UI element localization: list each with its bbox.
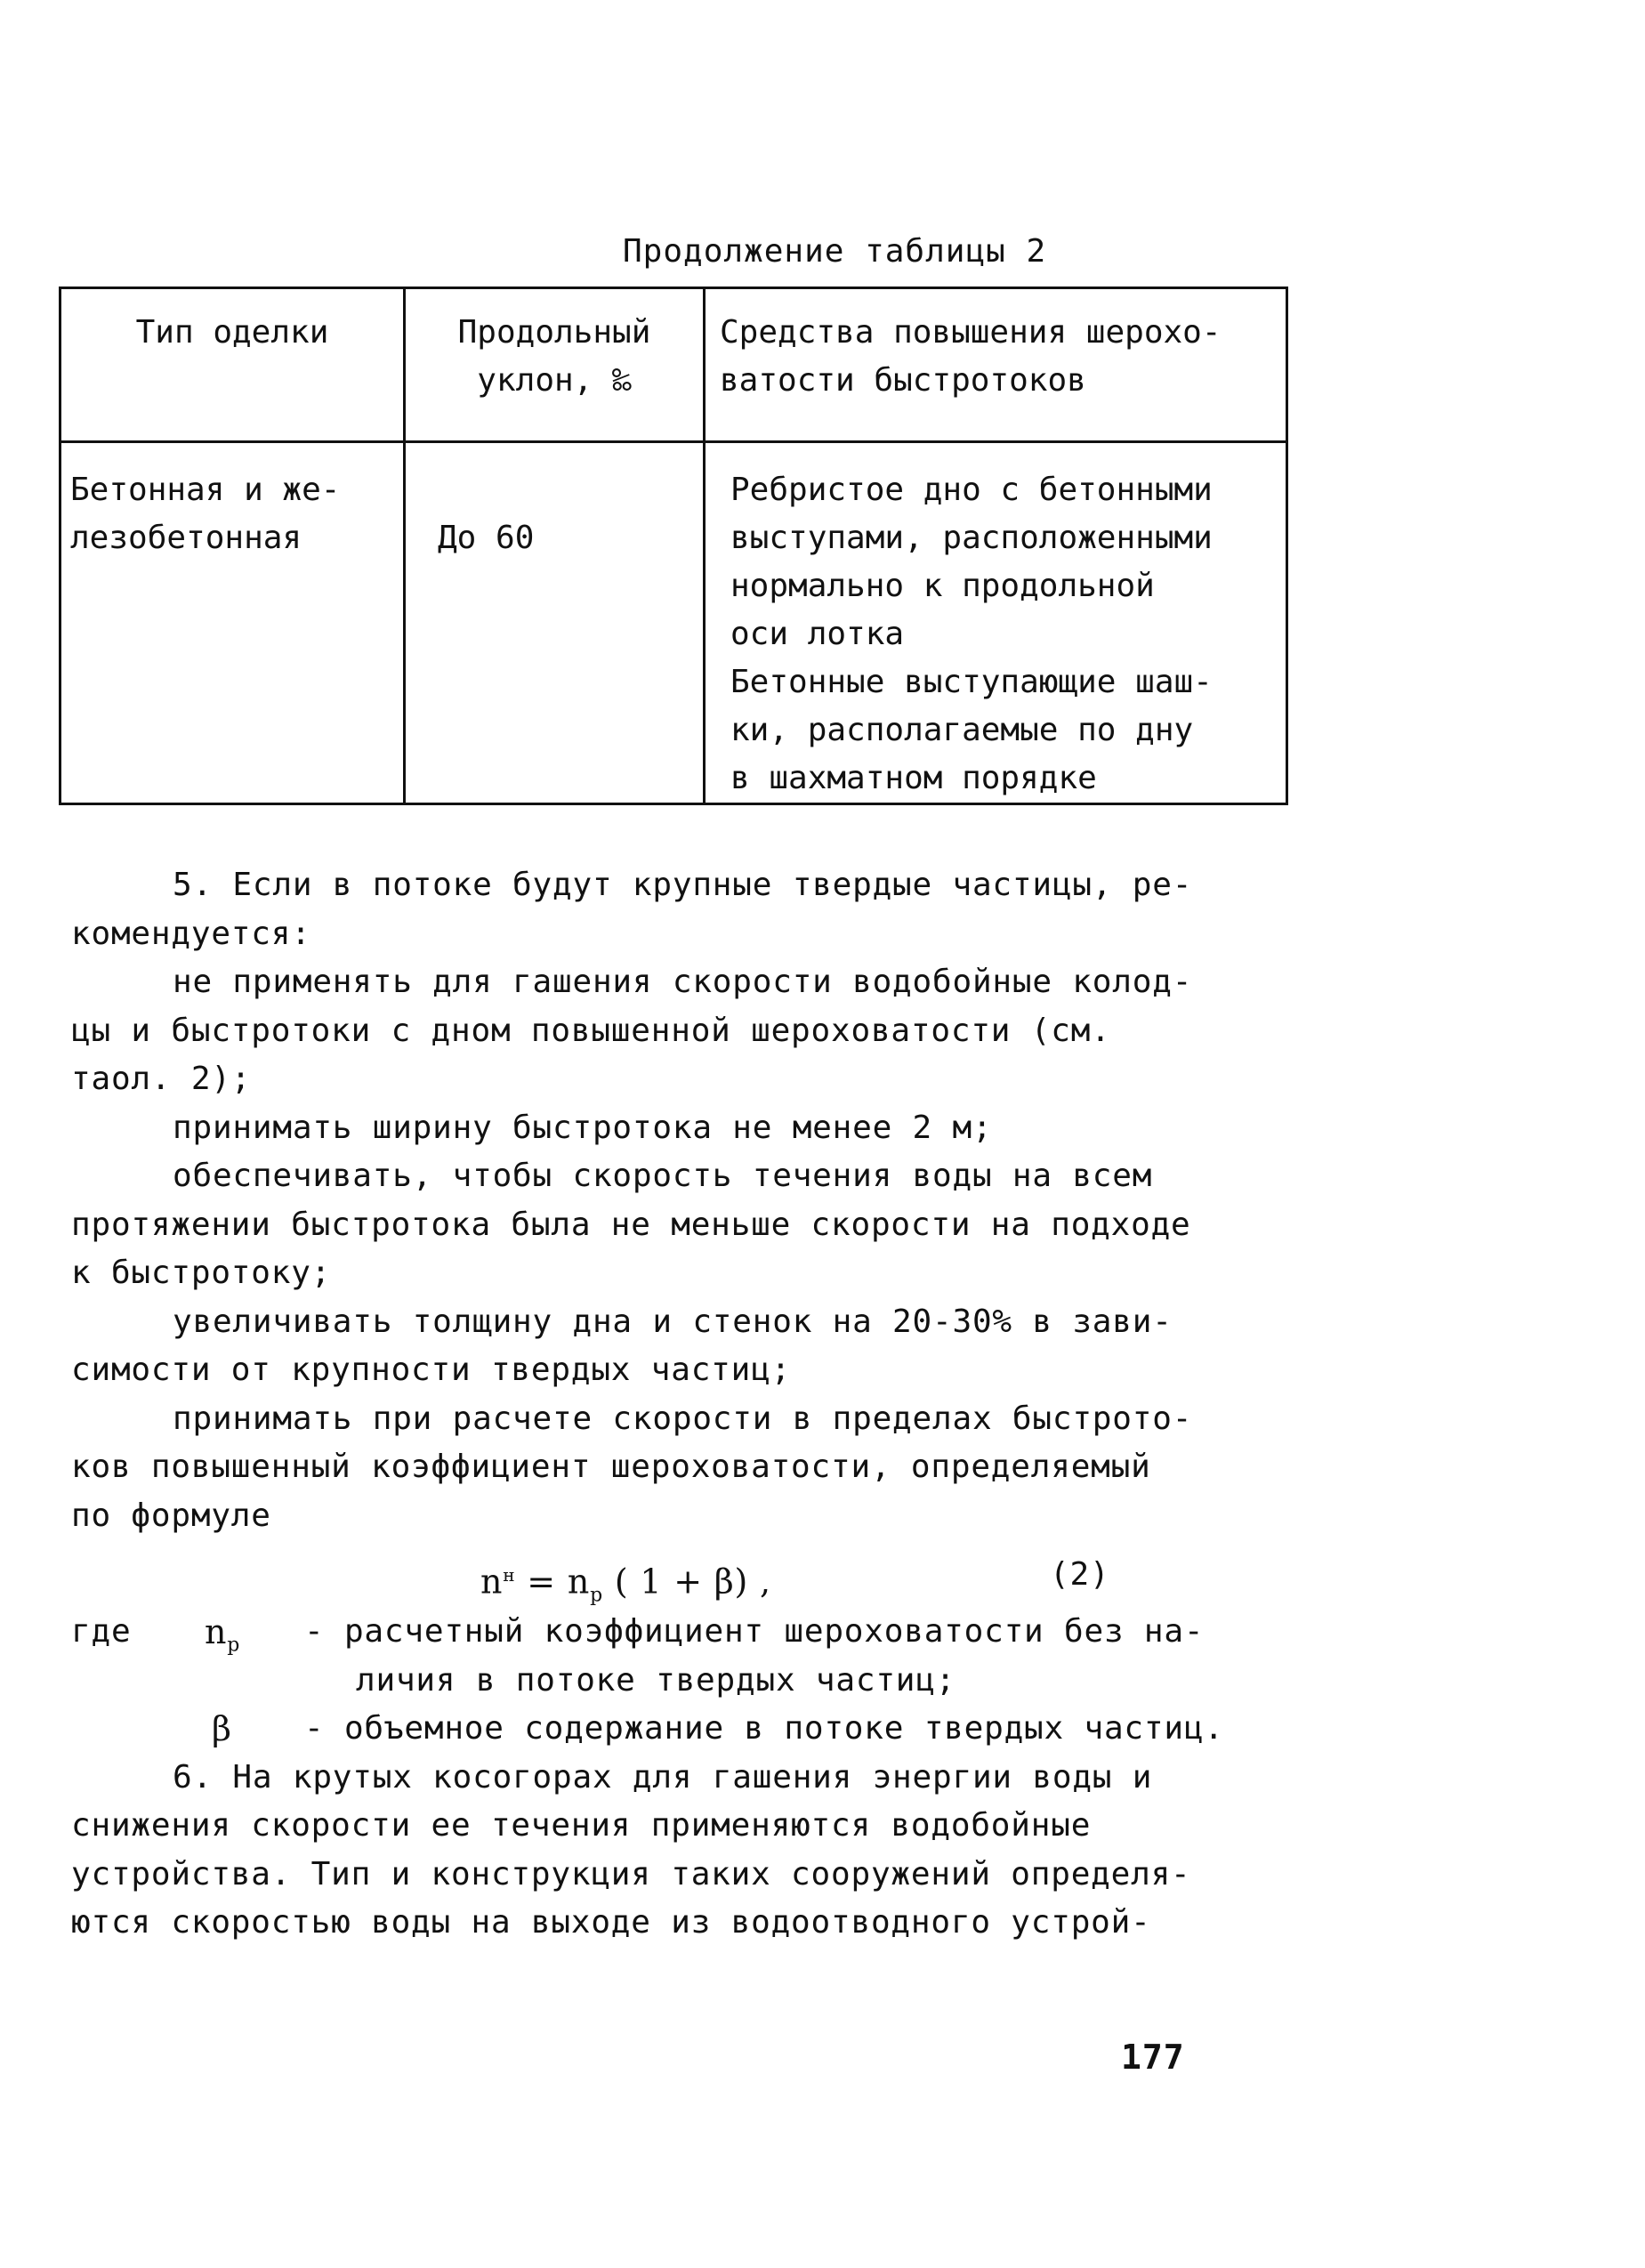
cell-finish-type [60, 442, 405, 804]
header-line: ватости быстротоков [720, 362, 1086, 399]
table-row [60, 442, 1287, 804]
formula-number: (2) [1050, 1556, 1110, 1593]
symbol-beta: β [212, 1709, 232, 1748]
text-line: снижения скорости ее течения применяются водобойные [71, 1807, 1092, 1844]
header-roughness-means [705, 288, 1287, 442]
text-line: не применять для гашения скорости водобойные колод- [173, 964, 1193, 1000]
text-line: таол. 2); [71, 1061, 252, 1097]
roughness-table [59, 287, 1288, 805]
text-line: принимать при расчете скорости в пределах быстрото- [173, 1400, 1193, 1437]
text-line: к быстротоку; [71, 1255, 332, 1291]
text-line: по формуле [71, 1497, 271, 1534]
header-slope [405, 288, 705, 442]
text-line: принимать ширину быстротока не менее 2 м; [173, 1109, 993, 1146]
text-line: 5. Если в потоке будут крупные твердые частицы, ре- [173, 867, 1193, 903]
text-line: комендуется: [71, 915, 311, 952]
cell-line: нормально к продольной [730, 568, 1155, 604]
cell-line: ки, располагаемые по дну [730, 712, 1194, 748]
recommendation-3 [71, 1152, 1210, 1298]
body-text [71, 861, 1224, 1948]
definition-np: - расчетный коэффициент шероховатости без на- [304, 1613, 1205, 1650]
text-line: цы и быстротоки с дном повышенной шероховатости (см. [71, 1012, 1111, 1049]
symbol-np: $n_p$ [205, 1612, 241, 1657]
table-caption: Продолжение таблицы 2 [623, 233, 1047, 270]
text-line: увеличивать толщину дна и стенок на 20-30% в зави- [173, 1303, 1173, 1340]
header-line: Средства повышения шерохо- [720, 314, 1222, 351]
where-row-2 [71, 1705, 1224, 1754]
cell-roughness-means [705, 442, 1287, 804]
text-line: протяжении быстротока была не меньше скорости на подходе [71, 1206, 1191, 1243]
cell-line: Бетонные выступающие шаш- [730, 664, 1213, 700]
header-finish-type: Тип оделки [60, 288, 405, 442]
header-line: уклон, ‰ [477, 362, 632, 399]
roughness-formula: $n^н = n_p$ ( 1 + β) , [480, 1562, 771, 1607]
cell-line: оси лотка [730, 616, 905, 652]
cell-slope [405, 442, 705, 804]
recommendation-2 [71, 1104, 1210, 1153]
formula-row [71, 1540, 1210, 1608]
recommendation-4 [71, 1298, 1210, 1395]
cell-line: Ребристое дно с бетонными [730, 472, 1213, 508]
text-line: ков повышенный коэффициент шероховатости, определяемый [71, 1449, 1151, 1485]
header-line: Продольный [457, 314, 651, 351]
page-number: 177 [1121, 2038, 1185, 2077]
definition-np-cont: личия в потоке твердых частиц; [356, 1661, 956, 1699]
where-row-1 [71, 1608, 1210, 1657]
definition-beta: - объемное содержание в потоке твердых частиц. [304, 1710, 1224, 1747]
text-line: обеспечивать, чтобы скорость течения воды на всем [173, 1158, 1153, 1194]
paragraph-5 [71, 861, 1210, 958]
cell-line: в шахматном порядке [730, 760, 1097, 796]
cell-line: выступами, расположенными [730, 520, 1213, 556]
paragraph-6 [71, 1754, 1210, 1948]
recommendation-5 [71, 1395, 1210, 1541]
cell-line: До 60 [438, 520, 535, 556]
text-line: устройства. Тип и конструкция таких сооружений определя- [71, 1855, 1191, 1893]
cell-line: лезобетонная [70, 520, 302, 556]
recommendation-1 [71, 958, 1210, 1104]
where-word: где [71, 1613, 132, 1650]
table-header-row [60, 288, 1287, 442]
text-line: ются скоростью воды на выходе из водоотводного устрой- [71, 1904, 1151, 1941]
text-line: симости от крупности твердых частиц; [71, 1352, 792, 1388]
text-line: 6. На крутых косогорах для гашения энергии воды и [173, 1758, 1153, 1796]
cell-line: Бетонная и же- [70, 472, 341, 508]
where-row-1-cont [71, 1657, 1210, 1706]
